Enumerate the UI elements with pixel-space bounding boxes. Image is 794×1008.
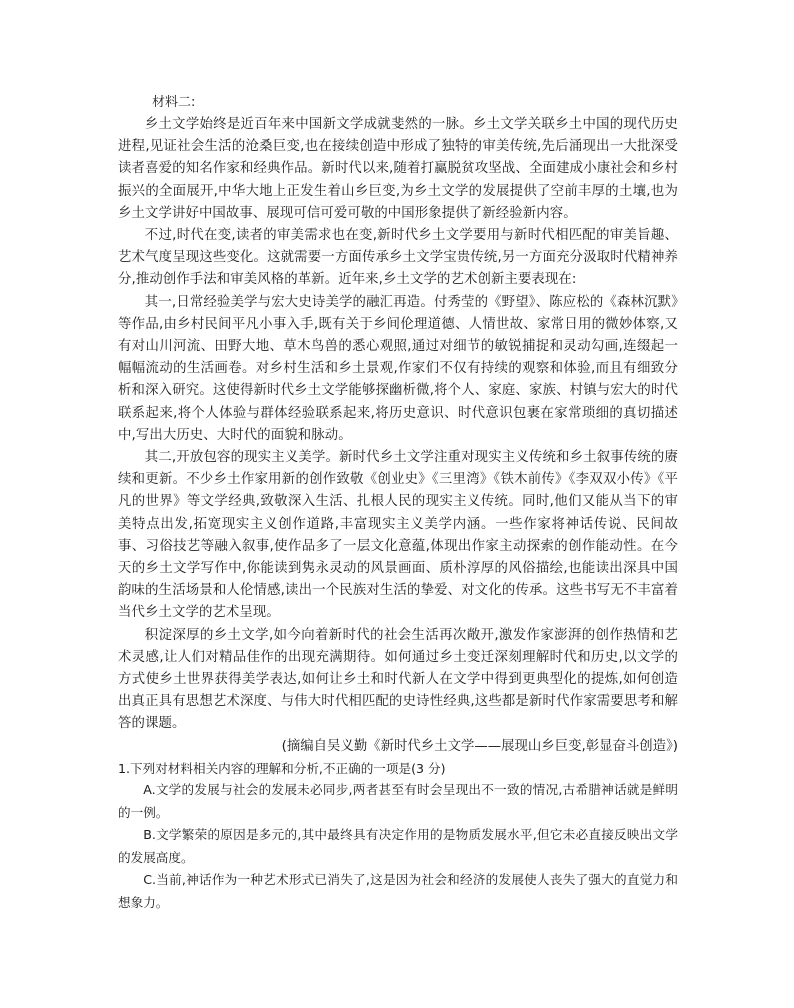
material-paragraph-1: 乡土文学始终是近百年来中国新文学成就斐然的一脉。乡土文学关联乡土中国的现代历史进程,见证社会生活的沧桑巨变,也在接续创造中形成了独特的审美传统,先后涌现出一大批深受读者喜爱的知名作家和经典作品。新时代以来,随着打赢脱贫攻坚战、全面建成小康社会和乡村振兴的全面展开,中华大地上正发生着山乡巨变,为乡土文学的发展提供了空前丰厚的土壤,也为乡土文学讲好中国故事、展现可信可爱可敬的中国形象提供了新经验新内容。: [118, 117, 678, 221]
option-c: C.当前,神话作为一种艺术形式已消失了,这是因为社会和经济的发展使人丧失了强大的直觉力和想象力。: [118, 872, 678, 910]
source-citation: (摘编自吴义勤《新时代乡土文学——展现山乡巨变,彰显奋斗创造》): [281, 738, 678, 754]
question-stem: 1.下列对材料相关内容的理解和分析,不正确的一项是(3 分): [118, 761, 446, 776]
material-paragraph-5: 积淀深厚的乡土文学,如今向着新时代的社会生活再次敞开,激发作家澎湃的创作热情和艺术灵感,让人们对精品佳作的出现充满期待。如何通过乡土变迁深刻理解时代和历史,以文学的方式使乡土世界获得美学表达,如何让乡土和时代新人在文学中得到更典型化的提炼,如何创造出真正具有思想艺术深度、与伟大时代相匹配的史诗性经典,这些都是新时代作家需要思考和解答的课题。: [118, 627, 678, 732]
material-paragraph-3: 其一,日常经验美学与宏大史诗美学的融汇再造。付秀莹的《野望》、陈应松的《森林沉默》等作品,由乡村民间平凡小事入手,既有关于乡间伦理道德、人情世故、家常日用的微妙体察,又有对山川河流、田野大地、草木鸟兽的悉心观照,通过对细节的敏锐捕捉和灵动勾画,连缀起一幅幅流动的生活画卷。对乡村生活和乡土景观,作家们不仅有持续的观察和体验,而且有细致分析和深入研究。这使得新时代乡土文学能够探幽析微,将个人、家庭、家族、村镇与宏大的时代联系起来,将个人体验与群体经验联系起来,将历史意识、时代意识包裹在家常琐细的真切描述中,写出大历史、大时代的面貌和脉动。: [118, 294, 678, 443]
material-paragraph-4: 其二,开放包容的现实主义美学。新时代乡土文学注重对现实主义传统和乡土叙事传统的赓续和更新。不少乡土作家用新的创作致敬《创业史》《三里湾》《铁木前传》《李双双小传》《平凡的世界》等文学经典,致敬深入生活、扎根人民的现实主义传统。同时,他们又能从当下的审美特点出发,拓宽现实主义创作道路,丰富现实主义美学内涵。一些作家将神话传说、民间故事、习俗技艺等融入叙事,使作品多了一层文化意蕴,体现出作家主动探索的创作能动性。在今天的乡土文学写作中,你能读到隽永灵动的风景画面、质朴淳厚的风俗描绘,也能读出深具中国韵味的生活场景和人伦情感,读出一个民族对生活的挚爱、对文化的传承。这些书写无不丰富着当代乡土文学的艺术呈现。: [118, 450, 678, 621]
question-section: [118, 758, 678, 914]
material-paragraph-2: 不过,时代在变,读者的审美需求也在变,新时代乡土文学要用与新时代相匹配的审美旨趣、艺术气度呈现这些变化。这就需要一方面传承乡土文学宝贵传统,另一方面充分汲取时代精神养分,推动创作手法和审美风格的革新。近年来,乡土文学的艺术创新主要表现在:: [118, 228, 678, 288]
material-section: [118, 92, 678, 758]
material-heading: 材料二:: [152, 95, 196, 110]
option-b: B.文学繁荣的原因是多元的,其中最终具有决定作用的是物质发展水平,但它未必直接反映出文学的发展高度。: [118, 827, 678, 865]
option-a: A.文学的发展与社会的发展未必同步,两者甚至有时会呈现出不一致的情况,古希腊神话就是鲜明的一例。: [118, 782, 678, 820]
